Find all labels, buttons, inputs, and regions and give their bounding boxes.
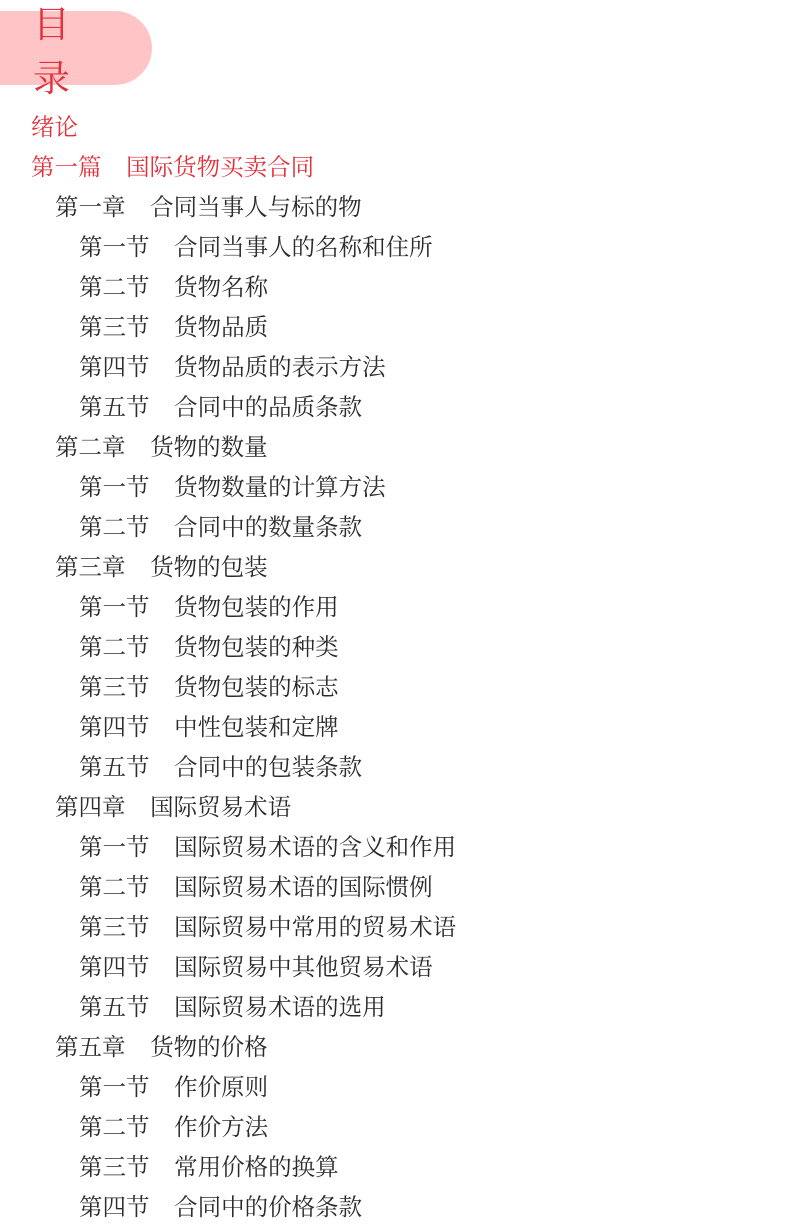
toc-part[interactable]: [0, 147, 790, 187]
toc-entry-number: 第五节: [79, 753, 150, 781]
toc-section[interactable]: [0, 347, 790, 387]
toc-section[interactable]: [0, 507, 790, 547]
toc-section[interactable]: [0, 907, 790, 947]
toc-entry-number: 第一章: [55, 193, 126, 221]
toc-section[interactable]: [0, 1187, 790, 1227]
toc-entry-number: 第五节: [79, 993, 150, 1021]
toc-entry-title: 国际贸易术语的选用: [174, 993, 386, 1021]
toc-entry-title: 货物品质: [174, 313, 269, 341]
toc-entry-number: 第五节: [79, 393, 150, 421]
toc-entry-number: 第二节: [79, 513, 150, 541]
toc-entry-number: 第一节: [79, 473, 150, 501]
toc-entry-number: 第四节: [79, 1193, 150, 1221]
toc-entry-title: 合同当事人的名称和住所: [174, 233, 433, 261]
toc-section[interactable]: [0, 987, 790, 1027]
toc-section[interactable]: [0, 1107, 790, 1147]
toc-entry-number: 第五章: [55, 1033, 126, 1061]
toc-entry-number: 第二节: [79, 273, 150, 301]
toc-entry-title: 货物包装的种类: [174, 633, 339, 661]
table-of-contents: [0, 107, 790, 1227]
toc-entry-number: 第三章: [55, 553, 126, 581]
toc-entry-title: 货物品质的表示方法: [174, 353, 386, 381]
toc-section[interactable]: [0, 387, 790, 427]
toc-entry-title: 货物数量的计算方法: [174, 473, 386, 501]
toc-entry-number: 第四章: [55, 793, 126, 821]
toc-chapter[interactable]: [0, 187, 790, 227]
toc-entry-number: 第一篇: [31, 153, 102, 181]
toc-entry-number: 第四节: [79, 713, 150, 741]
toc-entry-title: 国际货物买卖合同: [126, 153, 315, 181]
toc-entry-number: 第四节: [79, 953, 150, 981]
toc-entry-number: 第一节: [79, 1073, 150, 1101]
toc-section[interactable]: [0, 707, 790, 747]
toc-entry-title: 国际贸易中常用的贸易术语: [174, 913, 457, 941]
toc-entry-number: 第三节: [79, 913, 150, 941]
toc-section[interactable]: [0, 667, 790, 707]
toc-entry-title: 合同中的价格条款: [174, 1193, 363, 1221]
toc-entry-title: 国际贸易术语的国际惯例: [174, 873, 433, 901]
toc-section[interactable]: [0, 267, 790, 307]
toc-part[interactable]: [0, 107, 790, 147]
toc-entry-number: 第三节: [79, 673, 150, 701]
toc-entry-number: 第一节: [79, 233, 150, 261]
page-title: 目 录: [33, 3, 83, 100]
toc-entry-title: 作价方法: [174, 1113, 269, 1141]
toc-entry-number: 第二节: [79, 1113, 150, 1141]
toc-entry-number: 第三节: [79, 1153, 150, 1181]
toc-entry-number: 第二章: [55, 433, 126, 461]
toc-section[interactable]: [0, 1067, 790, 1107]
toc-entry-title: 货物包装的作用: [174, 593, 339, 621]
toc-entry-number: 第一节: [79, 833, 150, 861]
toc-entry-number: 第二节: [79, 873, 150, 901]
toc-entry-title: 货物的包装: [150, 553, 268, 581]
toc-entry-number: 第四节: [79, 353, 150, 381]
toc-entry-title: 中性包装和定牌: [174, 713, 339, 741]
toc-entry-title: 货物名称: [174, 273, 269, 301]
toc-entry-title: 货物的价格: [150, 1033, 268, 1061]
toc-entry-title: 货物包装的标志: [174, 673, 339, 701]
toc-section[interactable]: [0, 867, 790, 907]
toc-section[interactable]: [0, 827, 790, 867]
toc-entry-title: 合同中的数量条款: [174, 513, 363, 541]
toc-entry-number: 第一节: [79, 593, 150, 621]
toc-entry-number: 第二节: [79, 633, 150, 661]
toc-section[interactable]: [0, 747, 790, 787]
toc-chapter[interactable]: [0, 1027, 790, 1067]
toc-entry-title: 国际贸易术语的含义和作用: [174, 833, 457, 861]
toc-section[interactable]: [0, 627, 790, 667]
toc-entry-title: 货物的数量: [150, 433, 268, 461]
toc-section[interactable]: [0, 1147, 790, 1187]
toc-entry-title: 绪论: [31, 113, 78, 141]
toc-section[interactable]: [0, 227, 790, 267]
toc-entry-title: 国际贸易术语: [150, 793, 292, 821]
toc-entry-number: 第三节: [79, 313, 150, 341]
toc-section[interactable]: [0, 587, 790, 627]
toc-chapter[interactable]: [0, 547, 790, 587]
toc-entry-title: 作价原则: [174, 1073, 269, 1101]
toc-section[interactable]: [0, 307, 790, 347]
toc-entry-title: 国际贸易中其他贸易术语: [174, 953, 433, 981]
toc-chapter[interactable]: [0, 787, 790, 827]
toc-entry-title: 合同当事人与标的物: [150, 193, 362, 221]
toc-entry-title: 合同中的品质条款: [174, 393, 363, 421]
toc-chapter[interactable]: [0, 427, 790, 467]
toc-section[interactable]: [0, 947, 790, 987]
toc-section[interactable]: [0, 467, 790, 507]
toc-entry-title: 常用价格的换算: [174, 1153, 339, 1181]
toc-header-banner: [0, 3, 152, 100]
toc-entry-title: 合同中的包装条款: [174, 753, 363, 781]
